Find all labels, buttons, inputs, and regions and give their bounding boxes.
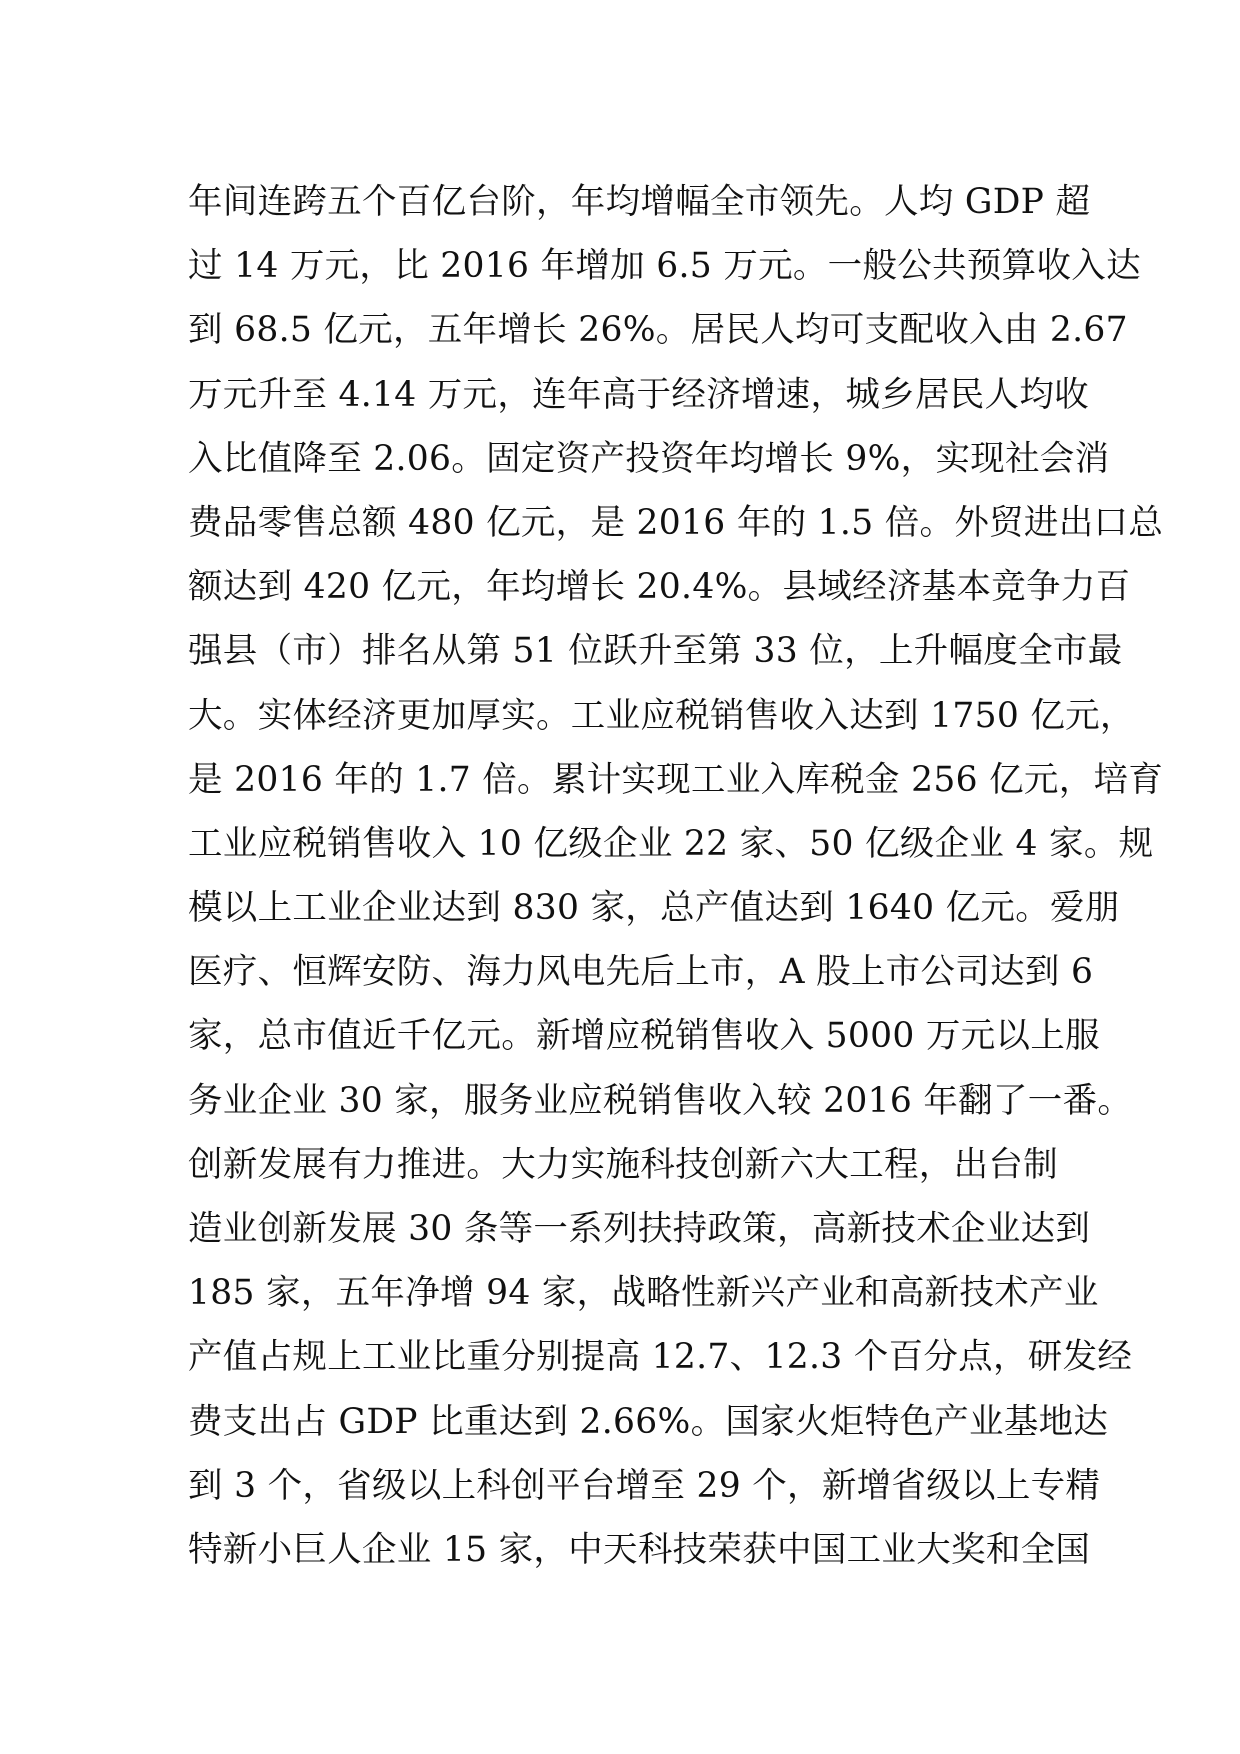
text-line: 产值占规上工业比重分别提高 12.7、12.3 个百分点，研发经 [188,1337,1133,1378]
text-line: 医疗、恒辉安防、海力风电先后上市，A 股上市公司达到 6 [188,952,1094,993]
text-line: 创新发展有力推进。大力实施科技创新六大工程，出台制 [188,1144,1058,1185]
text-line: 模以上工业企业达到 830 家，总产值达到 1640 亿元。爱朋 [188,888,1120,929]
text-line: 是 2016 年的 1.7 倍。累计实现工业入库税金 256 亿元，培育 [188,759,1164,800]
text-line: 185 家，五年净增 94 家，战略性新兴产业和高新技术产业 [188,1273,1099,1314]
text-line: 到 3 个，省级以上科创平台增至 29 个，新增省级以上专精 [188,1465,1101,1506]
text-line: 万元升至 4.14 万元，连年高于经济增速，城乡居民人均收 [188,374,1089,415]
text-line: 造业创新发展 30 条等一系列扶持政策，高新技术企业达到 [188,1209,1091,1249]
text-line: 特新小巨人企业 15 家，中天科技荣获中国工业大奖和全国 [188,1529,1091,1570]
text-line: 强县（市）排名从第 51 位跃升至第 33 位，上升幅度全市最 [188,631,1123,672]
text-line: 务业企业 30 家，服务业应税销售收入较 2016 年翻了一番。 [188,1080,1133,1121]
text-line: 过 14 万元，比 2016 年增加 6.5 万元。一般公共预算收入达 [188,246,1141,287]
text-line: 年间连跨五个百亿台阶，年均增幅全市领先。人均 GDP 超 [188,182,1091,222]
text-line: 大。实体经济更加厚实。工业应税销售收入达到 1750 亿元， [188,695,1135,736]
text-line: 入比值降至 2.06。固定资产投资年均增长 9%，实现社会消 [188,438,1110,479]
text-line: 额达到 420 亿元，年均增长 20.4%。县域经济基本竞争力百 [188,567,1131,608]
body-text [188,170,1164,1582]
text-line: 家，总市值近千亿元。新增应税销售收入 5000 万元以上服 [188,1016,1100,1057]
text-line: 到 68.5 亿元，五年增长 26%。居民人均可支配收入由 2.67 [188,310,1128,351]
text-line: 工业应税销售收入 10 亿级企业 22 家、50 亿级企业 4 家。规 [188,823,1154,864]
text-line: 费支出占 GDP 比重达到 2.66%。国家火炬特色产业基地达 [188,1401,1109,1442]
text-line: 费品零售总额 480 亿元，是 2016 年的 1.5 倍。外贸进出口总 [188,502,1164,543]
